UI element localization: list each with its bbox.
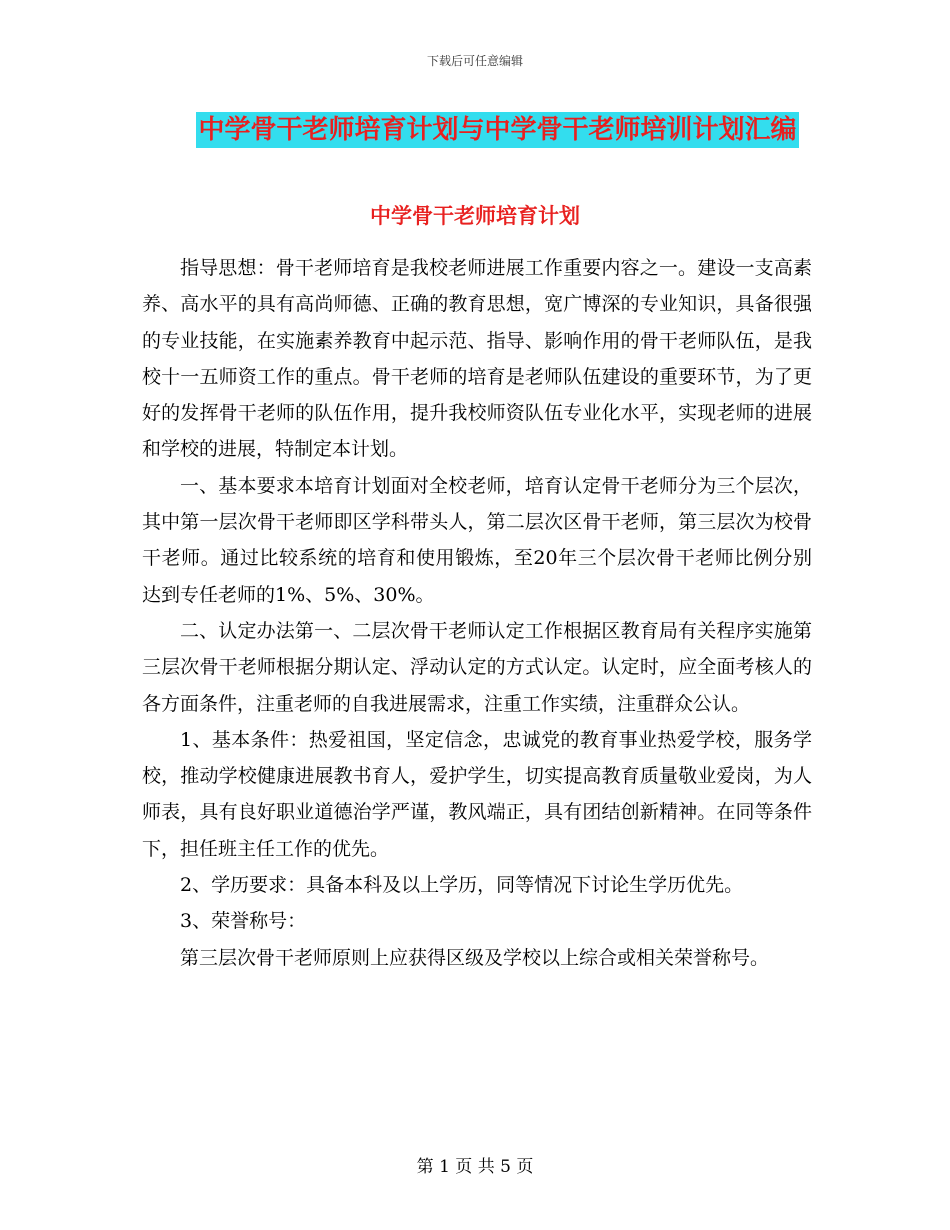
paragraph: 3、荣誉称号：	[180, 910, 307, 933]
paragraph: 1、基本条件：热爱祖国，坚定信念，忠诚党的教育事业热爱学校，服务学校，推动学校健康进展教书育人，爱护学生，切实提高教育质量敬业爱岗，为人师表，具有良好职业道德治学严谨，教风端正，具有团结创新精神。在同等条件下，担任班主任工作的优先。	[142, 728, 812, 860]
paragraph: 2、学历要求：具备本科及以上学历，同等情况下讨论生学历优先。	[180, 874, 744, 897]
paragraph: 二、认定办法第一、二层次骨干老师认定工作根据区教育局有关程序实施第三层次骨干老师根据分期认定、浮动认定的方式认定。认定时，应全面考核人的各方面条件，注重老师的自我进展需求，注重工作实绩，注重群众公认。	[142, 619, 812, 715]
paragraph: 指导思想：骨干老师培育是我校老师进展工作重要内容之一。建设一支高素养、高水平的具有高尚师德、正确的教育思想，宽广博深的专业知识，具备很强的专业技能，在实施素养教育中起示范、指导、影响作用的骨干老师队伍，是我校十一五师资工作的重点。骨干老师的培育是老师队伍建设的重要环节，为了更好的发挥骨干老师的队伍作用，提升我校师资队伍专业化水平，实现老师的进展和学校的进展，特制定本计划。	[142, 257, 812, 461]
paragraph: 第三层次骨干老师原则上应获得区级及学校以上综合或相关荣誉称号。	[180, 946, 770, 969]
header-note: 下载后可任意编辑	[426, 54, 523, 68]
document-body	[142, 250, 812, 976]
main-title: 中学骨干老师培育计划与中学骨干老师培训计划汇编	[196, 112, 798, 148]
section-title: 中学骨干老师培育计划	[370, 204, 580, 228]
main-title-wrap	[0, 112, 950, 148]
paragraph: 一、基本要求本培育计划面对全校老师，培育认定骨干老师分为三个层次，其中第一层次骨干老师即区学科带头人，第二层次区骨干老师，第三层次为校骨干老师。通过比较系统的培育和使用锻炼，至20年三个层次骨干老师比例分别达到专任老师的1%、5%、30%。	[142, 474, 812, 606]
page-number-footer: 第 1 页 共 5 页	[416, 1157, 534, 1177]
